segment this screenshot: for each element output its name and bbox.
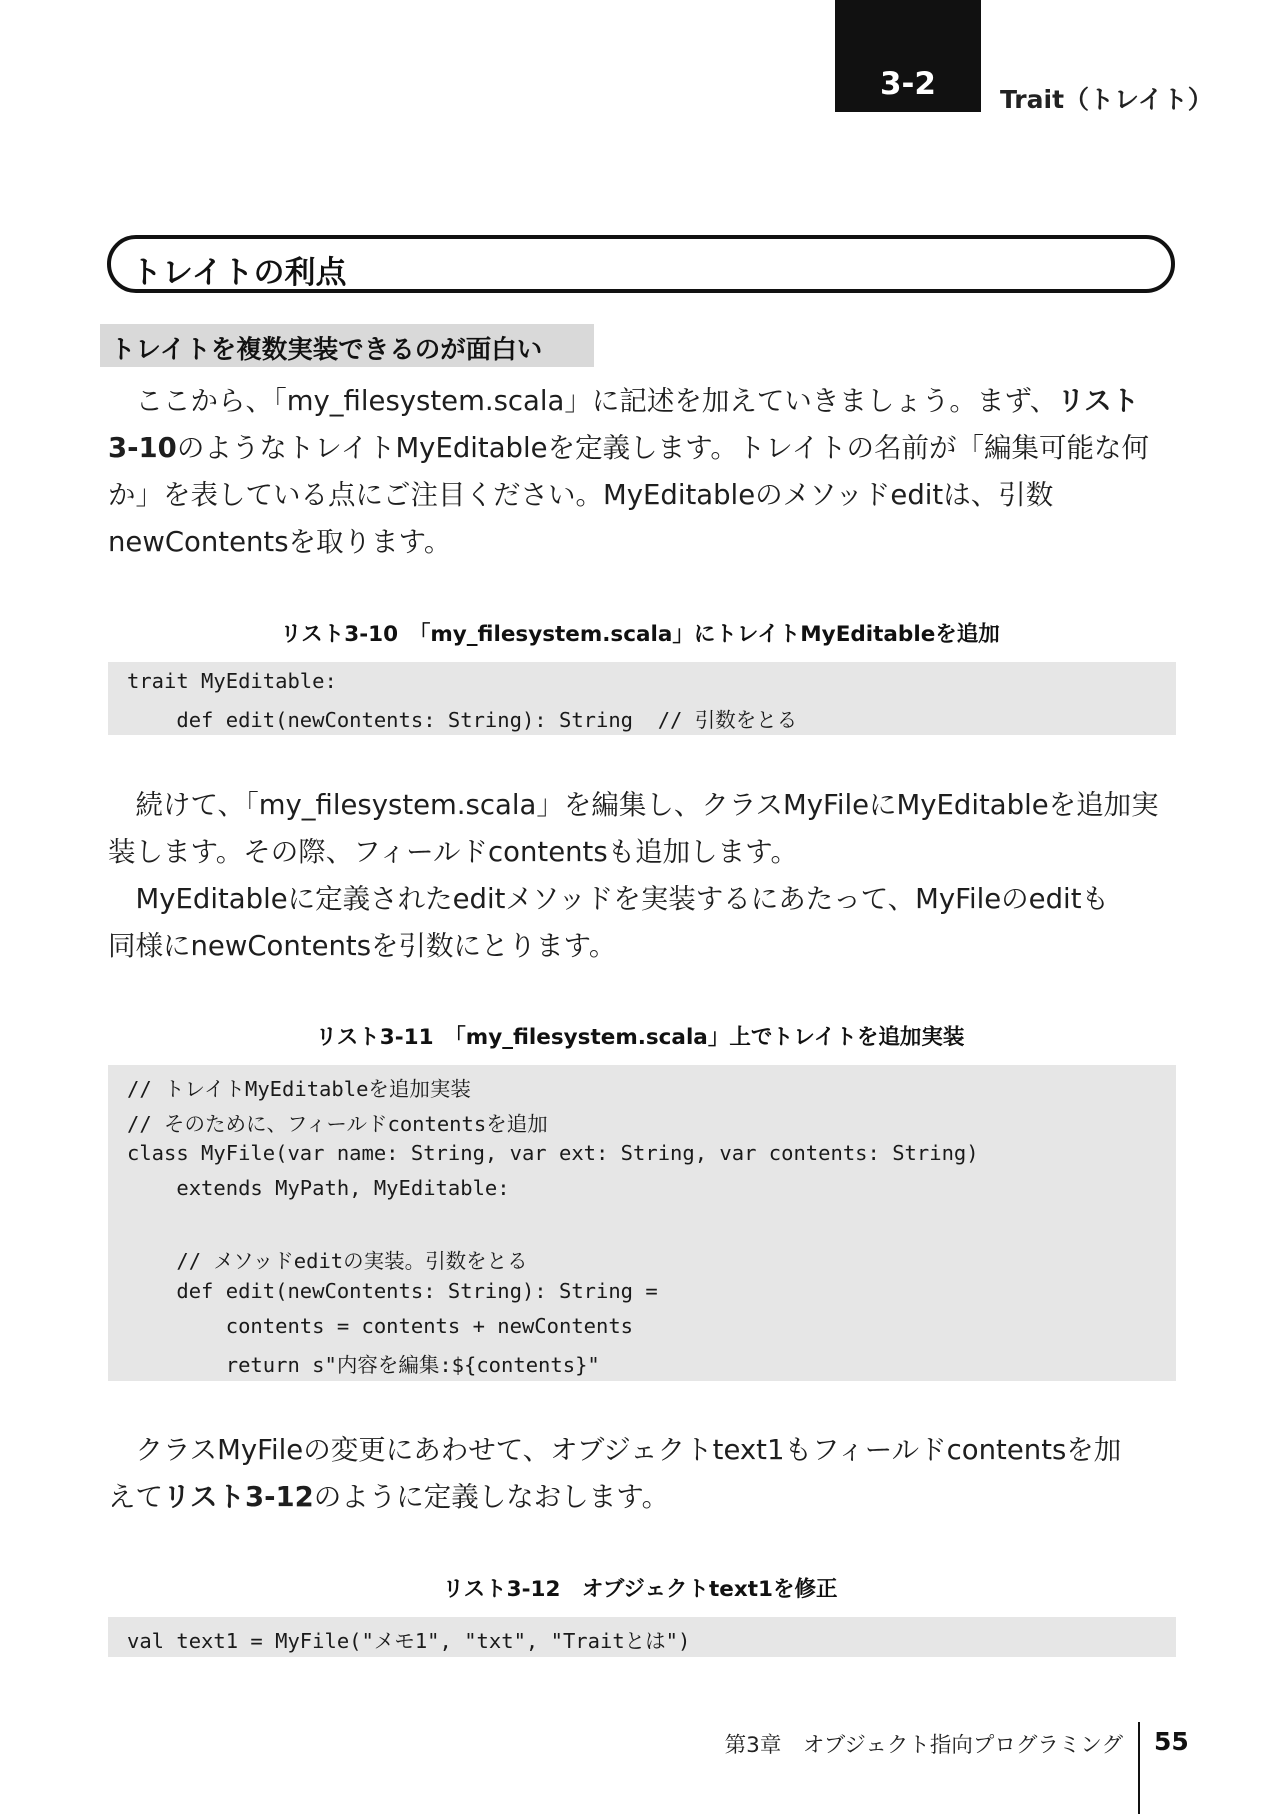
code-line: extends MyPath, MyEditable: — [127, 1176, 510, 1200]
para2-line2: 装します。その際、フィールドcontentsも追加します。 — [108, 836, 798, 868]
section-number: 3-2 — [879, 66, 936, 102]
listing3-code — [108, 1617, 1176, 1657]
para2-line1: 続けて、「my_filesystem.scala」を編集し、クラスMyFileにMyEditableを追加実 — [108, 789, 1159, 821]
listing2-caption: リスト3-11 「my_filesystem.scala」上でトレイトを追加実装 — [315, 1025, 965, 1050]
code-line: // そのために、フィールドcontentsを追加 — [127, 1112, 548, 1136]
code-line: def edit(newContents: String): String // 引数をとる — [127, 708, 798, 732]
code-line: contents = contents + newContents — [127, 1314, 634, 1338]
listing1-caption: リスト3-10 「my_filesystem.scala」にトレイトMyEditableを追加 — [280, 622, 1000, 647]
subheading-text: トレイトを複数実装できるのが面白い — [110, 335, 543, 365]
footer-divider — [1138, 1722, 1140, 1814]
para3-line2: えてリスト3-12のように定義しなおします。 — [108, 1481, 670, 1513]
para1-line3: か」を表している点にご注目ください。MyEditableのメソッドeditは、引数 — [108, 479, 1054, 511]
para3-line1: クラスMyFileの変更にあわせて、オブジェクトtext1もフィールドcontentsを加 — [108, 1434, 1122, 1466]
para2-line3: MyEditableに定義されたeditメソッドを実装するにあたって、MyFileのeditも — [108, 883, 1109, 915]
code-line: // トレイトMyEditableを追加実装 — [127, 1077, 471, 1101]
code-line: return s"内容を編集:${contents}" — [127, 1353, 600, 1377]
para1-line1: ここから、「my_filesystem.scala」に記述を加えていきましょう。まず、リスト — [108, 385, 1140, 417]
footer-chapter: 第3章 オブジェクト指向プログラミング — [724, 1733, 1123, 1758]
para1-line4: newContentsを取ります。 — [108, 526, 452, 558]
code-line: trait MyEditable: — [127, 669, 337, 693]
heading-box — [107, 235, 1175, 293]
section-name: Trait（トレイト） — [1000, 85, 1213, 114]
section-tab — [835, 0, 981, 112]
subheading — [100, 324, 594, 367]
para2-line4: 同様にnewContentsを引数にとります。 — [108, 930, 617, 962]
listing2-code — [108, 1065, 1176, 1381]
code-line: // メソッドeditの実装。引数をとる — [127, 1249, 528, 1273]
heading-title: トレイトの利点 — [131, 255, 347, 291]
code-line: val text1 = MyFile("メモ1", "txt", "Traitとは") — [127, 1629, 691, 1653]
page-number: 55 — [1154, 1727, 1189, 1756]
code-line: def edit(newContents: String): String = — [127, 1279, 658, 1303]
para1-line2: 3-10のようなトレイトMyEditableを定義します。トレイトの名前が「編集可能な何 — [108, 432, 1149, 464]
code-line: class MyFile(var name: String, var ext: String, var contents: String) — [127, 1141, 979, 1165]
listing1-code — [108, 662, 1176, 735]
listing3-caption: リスト3-12 オブジェクトtext1を修正 — [442, 1577, 838, 1602]
